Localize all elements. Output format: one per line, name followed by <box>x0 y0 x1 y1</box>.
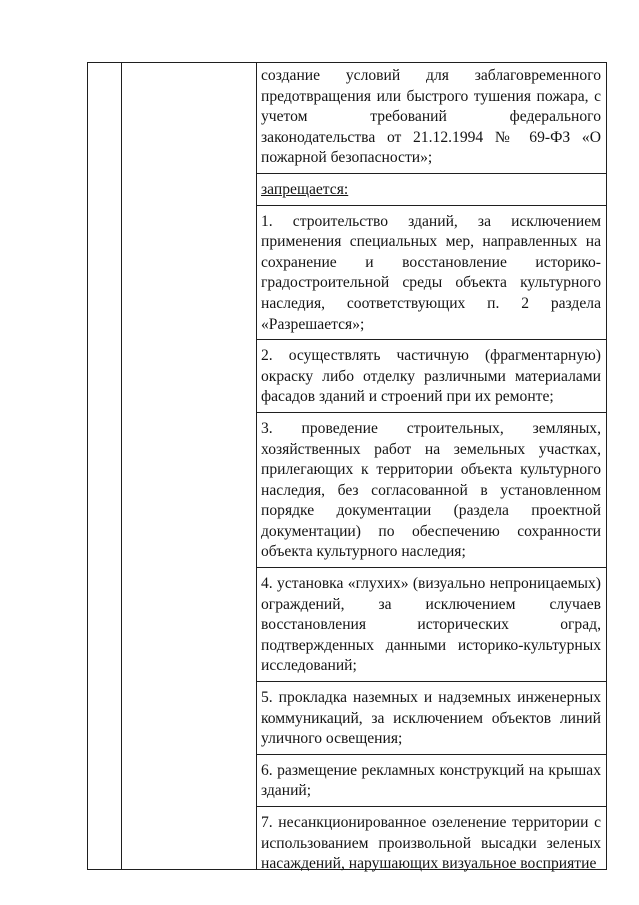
paragraph-item-5: 5. прокладка наземных и надземных инженерных коммуникаций, за исключением объектов линий уличного освещения; <box>261 689 601 748</box>
column-divider-2 <box>256 63 257 869</box>
paragraph-item-3: 3. проведение строительных, земляных, хозяйственных работ на земельных участках, прилегающих к территории объекта культурного наследия, без согласованной в установленном порядке документации (раздела проектной документации) по обеспечению сохранности объекта культурного наследия; <box>261 419 601 561</box>
row-divider <box>256 681 607 682</box>
paragraph-item-6: 6. размещение рекламных конструкций на крышах зданий; <box>261 761 601 800</box>
row-divider <box>256 339 607 340</box>
row-divider <box>256 173 607 174</box>
paragraph-item-4: 4. установка «глухих» (визуально непроницаемых) ограждений, за исключением случаев восстановления исторических оград, подтвержденных данными историко-культурных исследований; <box>261 575 601 675</box>
regulation-table <box>87 62 607 873</box>
table-cell-text <box>261 63 601 875</box>
paragraph-item-1: 1. строительство зданий, за исключением применения специальных мер, направленных на сохранение и восстановление историко-градостроительной среды объекта культурного наследия, соответствующих п. 2 раздела «Разрешается»; <box>261 212 601 333</box>
paragraph-intro: создание условий для заблаговременного предотвращения или быстрого тушения пожара, с учетом требований федерального законодательства от 21.12.1994 № 69-ФЗ «О пожарной безопасности»; <box>261 67 601 167</box>
heading-prohibited: запрещается: <box>261 180 349 198</box>
row-divider <box>256 754 607 755</box>
paragraph-item-2: 2. осуществлять частичную (фрагментарную) окраску либо отделку различными материалами фасадов зданий и строений при их ремонте; <box>261 347 601 406</box>
row-divider <box>256 205 607 206</box>
paragraph-heading <box>261 180 601 201</box>
row-divider <box>256 412 607 413</box>
row-divider <box>256 567 607 568</box>
column-divider-1 <box>121 63 122 869</box>
paragraph-item-7: 7. несанкционированное озеленение территории с использованием произвольной высадки зеленых насаждений, нарушающих визуальное восприятие <box>261 814 601 873</box>
row-divider <box>256 806 607 807</box>
